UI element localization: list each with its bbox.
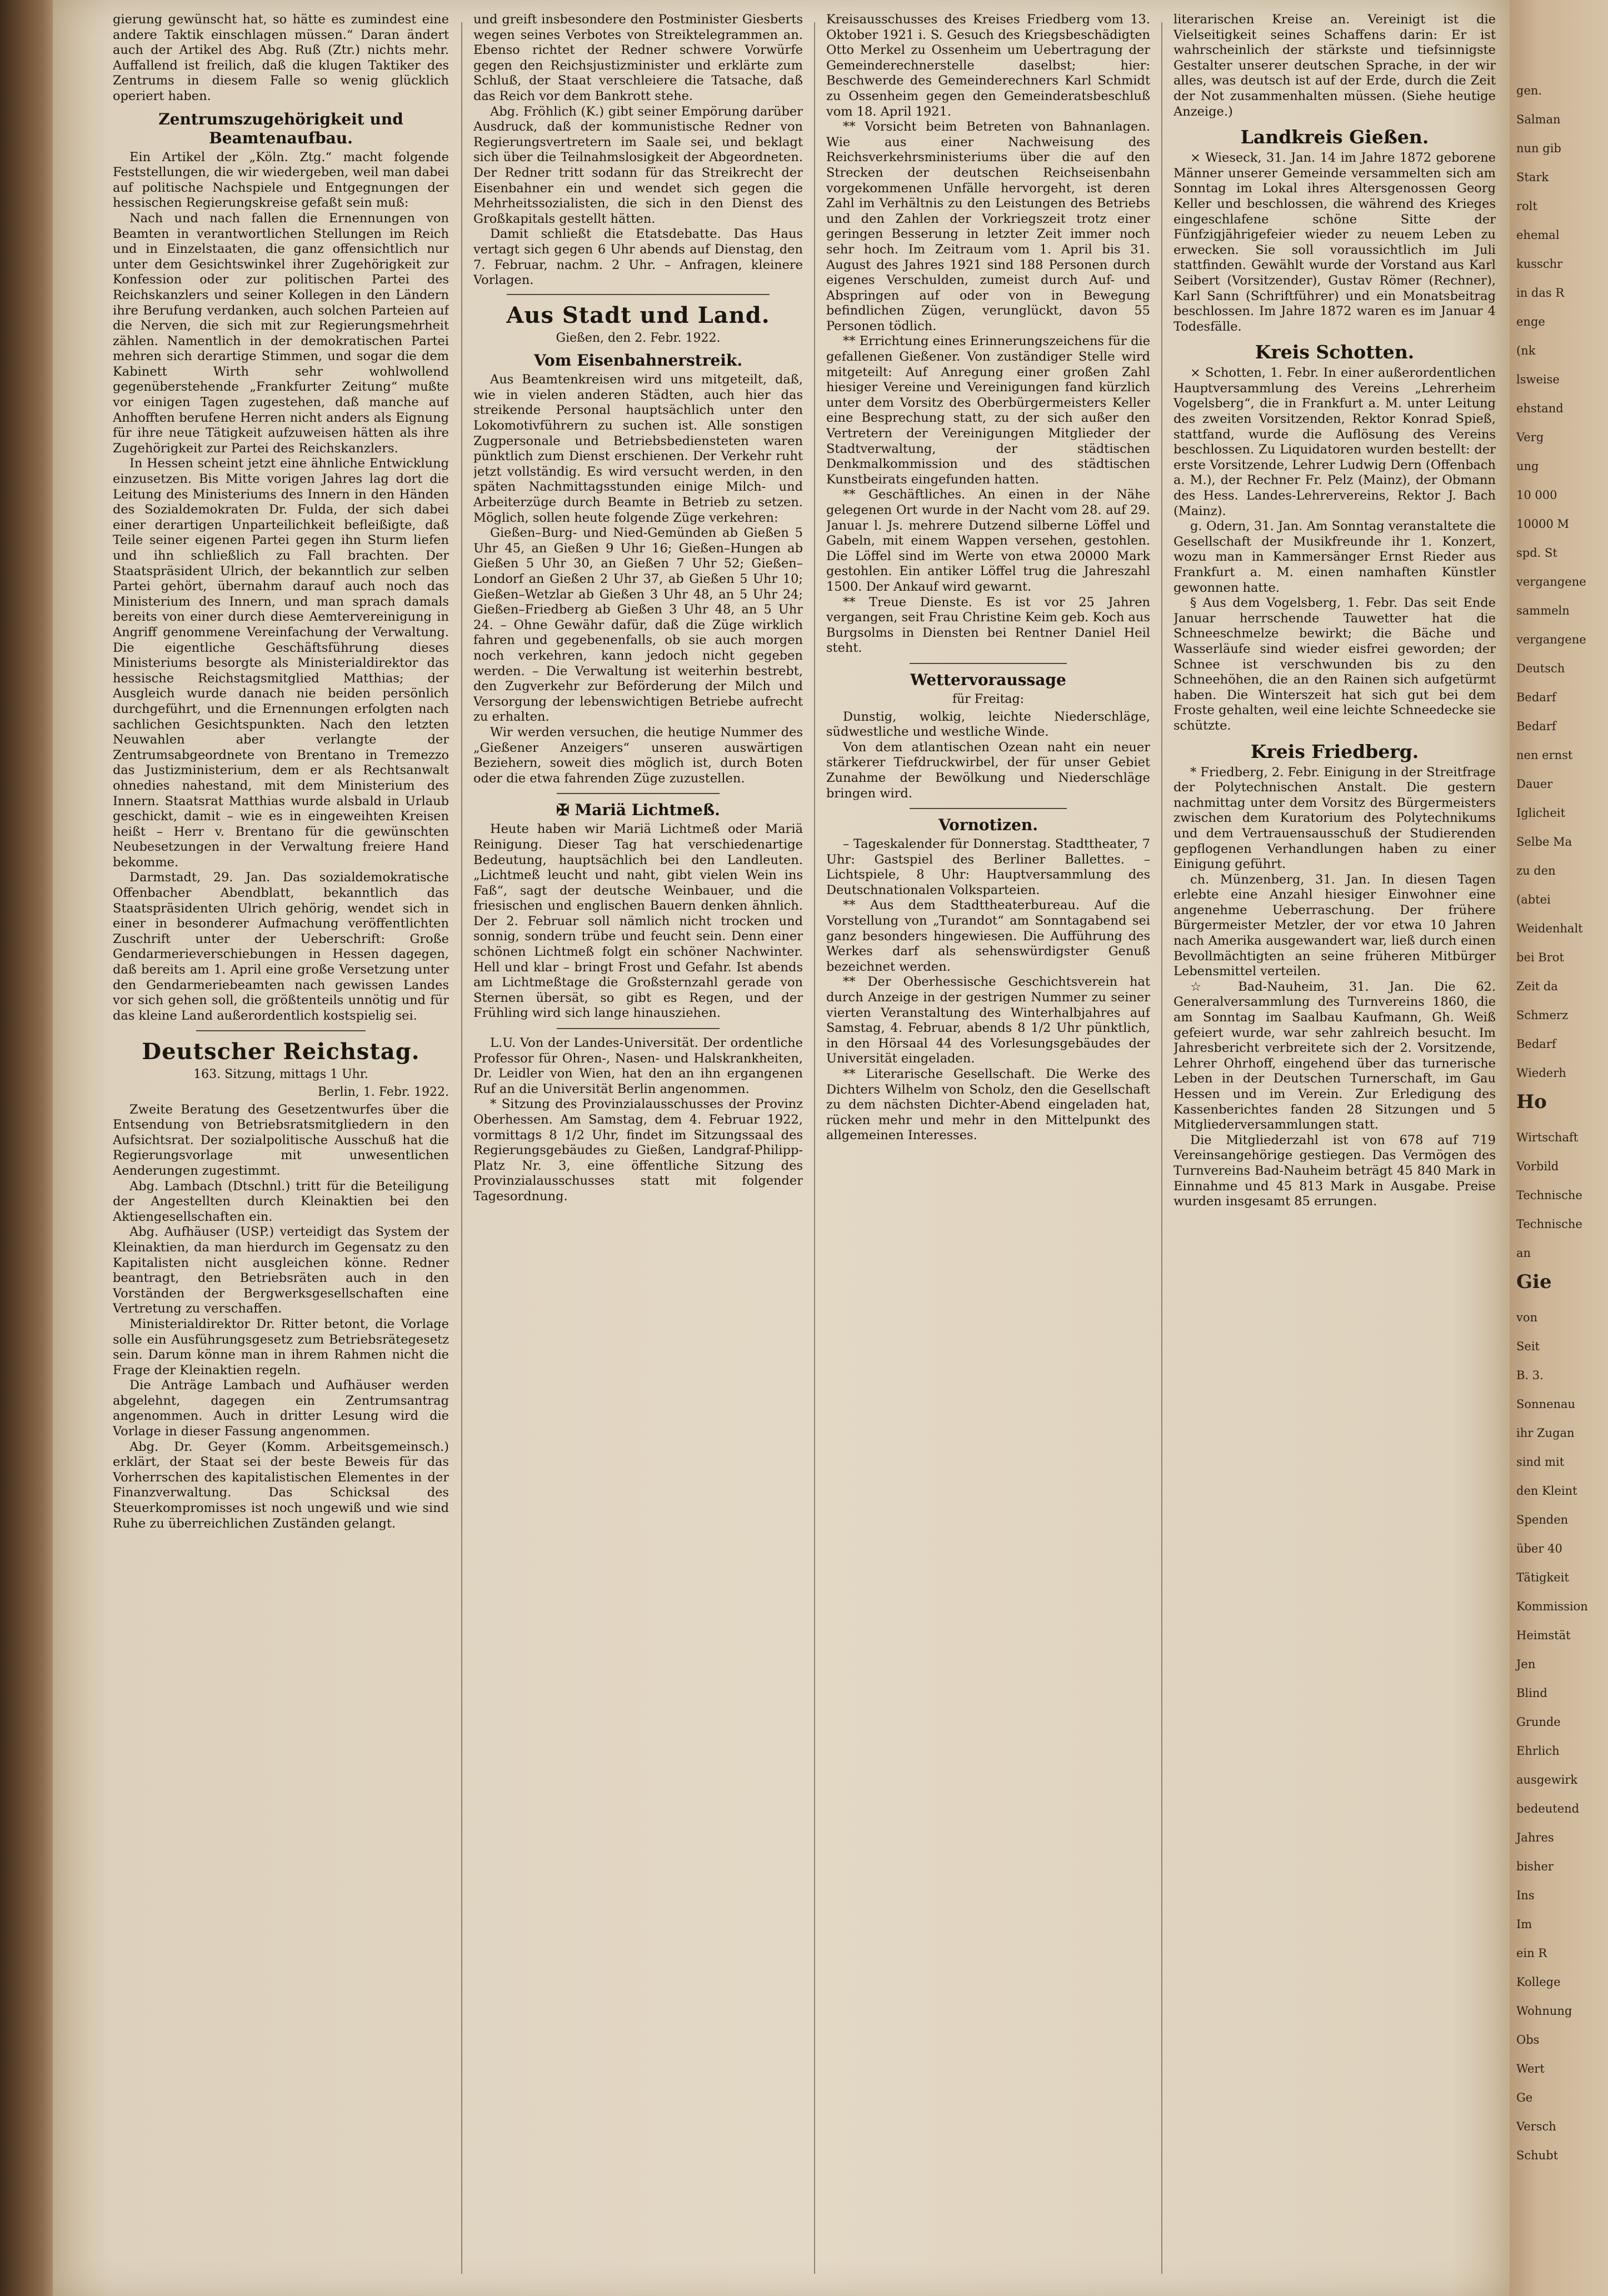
adjacent-page-fragment: sammeln	[1516, 604, 1570, 617]
adjacent-page-fragment: Vorbild	[1516, 1160, 1559, 1173]
adjacent-page-fragment: rolt	[1516, 199, 1537, 213]
headline: Zentrumszugehörigkeit und Beamtenaufbau.	[158, 109, 403, 147]
adjacent-page-fragment: vergangene	[1516, 575, 1586, 588]
section-title-kreis-friedberg: Kreis Friedberg.	[1250, 740, 1419, 762]
adjacent-page-fragment: ihr Zugan	[1516, 1426, 1575, 1440]
article-text: Zweite Beratung des Gesetzentwurfes über die Entsendung von Betriebsratsmitgliedern in den Aufsichtsrat. Der sozialpolitische Ausschuß hat die Regierungsvorlage mit unwesentlichen Aenderungen zugestimmt.	[113, 1102, 449, 1178]
adjacent-page-fragment: ein R	[1516, 1946, 1547, 1960]
article-text: Heute haben wir Mariä Lichtmeß oder Mariä Reinigung. Dieser Tag hat verschiedenartige Bedeutung, hauptsächlich bei den Landleuten. „Lichtmeß leucht und naht, gibt vielen Wein ins Faß“, sagt der deutsche Weinbauer, und die friesischen und englischen Bauern denken ähnlich. Der 2. Februar soll nämlich nicht trocken und sonnig, sondern trübe und feucht sein. Denn einer schönen Lichtmeß folgt ein schöner Nachwinter. Hell und klar – bringt Frost und Gefahr. Ist abends am Lichtmeßtage die Großsternzahl gerade von Sternen übersät, so gibt es Regen, und der Frühling wird sich lange hinausziehen.	[473, 822, 803, 1021]
article-text: ** Der Oberhessische Geschichtsverein hat durch Anzeige in der gestrigen Nummer zu seiner vierten Veranstaltung des Winterhalbjahres auf Samstag, 4. Februar, abends 8 1/2 Uhr pünktlich, in den Hörsaal 44 des Vorlesungsgebäudes der Universität eingeladen.	[826, 975, 1150, 1066]
article-text: × Schotten, 1. Febr. In einer außerordentlichen Hauptversammlung des Vereins „Lehrerheim Vogelsberg“, die in Frankfurt a. M. unter Leitung des zweiten Vorsitzenden, Rektor Konrad Spieß, stattfand, wurde die Auflösung des Vereins beschlossen. Zu Liquidatoren wurden bestellt: der erste Vorsitzende, Lehrer Ludwig Dern (Offenbach a. M.), der Rechner Fr. Pelz (Mainz), der Obmann des Hess. Landes-Lehrervereins, Rektor J. Bach (Mainz).	[1173, 366, 1496, 518]
column-1	[113, 12, 449, 2279]
article-text: Nach und nach fallen die Ernennungen von Beamten in verantwortlichen Stellungen im Reich und in Einzelstaaten, die ganz offensichtlich nur unter dem Gesichtswinkel ihrer Zugehörigkeit zur Konfession oder zur politischen Partei des Reichskanzlers und seiner Kollegen in den Ländern ihre Berufung verdanken, auch solchen Parteien auf die Nerven, die sich mit zur Regierungsmehrheit zählen. Namentlich in der demokratischen Partei mehren sich derartige Stimmen, und sogar die dem Kabinett Wirth sehr wohlwollend gegenüberstehende „Frankfurter Zeitung“ mußte vor einigen Tagen zugestehen, daß manche auf Anhofften berufene Herren nicht anders als Eignung für ihre neue Tätigkeit aufzuweisen hätten als ihre Zugehörigkeit zur Partei des Reichskanzlers.	[113, 211, 449, 456]
adjacent-page-fragment: Spenden	[1516, 1513, 1569, 1526]
column-rule	[814, 22, 815, 2274]
adjacent-page-fragment: (abtei	[1516, 893, 1551, 906]
divider	[557, 793, 720, 794]
adjacent-page-fragment: Im	[1516, 1918, 1532, 1931]
adjacent-page-fragment: Jen	[1516, 1658, 1536, 1671]
column-2	[473, 12, 803, 2279]
adjacent-page-fragment: Iglicheit	[1516, 806, 1566, 820]
article-text: Von dem atlantischen Ozean naht ein neuer stärkerer Tiefdruckwirbel, der für unser Gebiet Zunahme der Bewölkung und Niederschläge bringen wird.	[826, 740, 1150, 801]
article-text: Abg. Lambach (Dtschnl.) tritt für die Beteiligung der Angestellten durch Kleinaktien bei den Aktiengesellschaften ein.	[113, 1179, 449, 1224]
article-text: Ministerialdirektor Dr. Ritter betont, die Vorlage solle ein Ausführungsgesetz zum Betriebsrätegesetz sein. Darum könne man in ihrem Rahmen nicht die Frage der Kleinaktien regeln.	[113, 1316, 449, 1377]
adjacent-page-fragment: ehemal	[1516, 228, 1560, 242]
newspaper-page	[53, 0, 1510, 2296]
article-text: Abg. Fröhlich (K.) gibt seiner Empörung darüber Ausdruck, daß der kommunistische Redner von Regierungsvertretern im Saale sei, und beklagt sich über die Teilnahmslosigkeit der Abgeordneten. Der Redner tritt sodann für das Streikrecht der Eisenbahner ein und wendet sich gegen die Mehrheitssozialisten, die sich in den Dienst des Großkapitals gestellt hätten.	[473, 104, 803, 226]
adjacent-page-fragment: Wirtschaft	[1516, 1131, 1579, 1144]
adjacent-page-fragment: bei Brot	[1516, 951, 1564, 964]
section-title-stadt-und-land: Aus Stadt und Land.	[506, 302, 770, 328]
article-text: Die Anträge Lambach und Aufhäuser werden abgelehnt, dagegen ein Zentrumsantrag angenommen. Auch in dritter Lesung wird die Vorlage in dieser Fassung angenommen.	[113, 1378, 449, 1439]
article-text: – Tageskalender für Donnerstag. Stadttheater, 7 Uhr: Gastspiel des Berliner Ballettes. – Lichtspiele, 8 Uhr: Hauptversammlung des Deutschnationalen Volksparteien.	[826, 837, 1150, 897]
article-text: § Aus dem Vogelsberg, 1. Febr. Das seit Ende Januar herrschende Tauwetter hat die Schneeschmelze bewirkt; die Bäche und Wasserläufe sind wieder eisfrei geworden; der Schnee ist verschwunden bis zu den Schneehöhen, die an den Rainen sich aufgetürmt haben. Die Winterszeit hat sich gut bei dem Froste gehalten, weil eine leichte Schneedecke sie schützte.	[1173, 596, 1496, 733]
section-title-landkreis-giessen: Landkreis Gießen.	[1240, 126, 1429, 148]
article-text: * Friedberg, 2. Febr. Einigung in der Streitfrage der Polytechnischen Anstalt. Die gestern nachmittag unter dem Vorsitz des Bürgermeisters zwischen dem Kuratorium des Polytechnikums und dem Vertrauensausschuß der Studierenden gepflogenen Verhandlungen haben zu einer Einigung geführt.	[1173, 765, 1496, 872]
adjacent-page-fragment: bisher	[1516, 1860, 1554, 1873]
adjacent-page-fragment: Wert	[1516, 2062, 1545, 2075]
adjacent-page-fragment: den Kleint	[1516, 1484, 1577, 1498]
dateline: Berlin, 1. Febr. 1922.	[317, 1085, 449, 1099]
article-text: Abg. Aufhäuser (USP.) verteidigt das System der Kleinaktien, da man hierdurch im Gegensatz zu den Kapitalisten nicht ausgleichen könne. Redner beantragt, den Betriebsräten auch in den Vorständen der Bergwerksgesellschaften eine Vertretung zu verschaffen.	[113, 1225, 449, 1316]
adjacent-page-fragment: Wohnung	[1516, 2004, 1572, 2018]
adjacent-page-fragment: Kommission	[1516, 1600, 1588, 1613]
adjacent-page-fragment: Ho	[1516, 1091, 1547, 1113]
headline: Vom Eisenbahnerstreik.	[533, 351, 743, 370]
article-text: Ein Artikel der „Köln. Ztg.“ macht folgende Feststellungen, die wir wiedergeben, weil man dabei auf politische Nachspiele und Entgegnungen der hessischen Regierungskreise gefaßt sein muß:	[113, 149, 449, 211]
adjacent-page-fragment: Versch	[1516, 2120, 1556, 2133]
adjacent-page-fragment: nen ernst	[1516, 748, 1573, 762]
adjacent-page-fragment: an	[1516, 1246, 1531, 1260]
adjacent-page-fragment: in das R	[1516, 286, 1565, 300]
adjacent-page-fragment: lsweise	[1516, 373, 1560, 386]
adjacent-page-fragment: gen.	[1516, 84, 1542, 97]
article-text: Gießen–Burg- und Nied-Gemünden ab Gießen 5 Uhr 45, an Gießen 9 Uhr 16; Gießen–Hungen ab Gießen 5 Uhr 30, an Gießen 7 Uhr 52; Gießen–Londorf an Gießen 2 Uhr 37, ab Gießen 5 Uhr 10; Gießen–Wetzlar ab Gießen 3 Uhr 48, an 5 Uhr 24; Gießen–Friedberg ab Gießen 3 Uhr 48, an 5 Uhr 24. – Ohne Gewähr dafür, daß die Züge wirklich fahren und gegebenenfalls, ob sie auch morgen noch verkehren, kann jedoch nicht gegeben werden. – Die Verwaltung ist weiterhin bestrebt, den Zugverkehr zur Beförderung der Milch und Versorgung der lebenswichtigen Betriebe aufrecht zu erhalten.	[473, 526, 803, 725]
article-text: * Sitzung des Provinzialausschusses der Provinz Oberhessen. Am Samstag, dem 4. Februar 1922, vormittags 8 1/2 Uhr, findet im Sitzungssaal des Regierungsgebäudes zu Gießen, Landgraf-Philipp-Platz Nr. 3, eine öffentliche Sitzung des Provinzialausschusses statt mit folgender Tagesordnung.	[473, 1097, 803, 1204]
adjacent-page-fragment: 10000 M	[1516, 517, 1569, 531]
article-text: Aus Beamtenkreisen wird uns mitgeteilt, daß, wie in vielen anderen Städten, auch hier das streikende Personal hauptsächlich unter den Lokomotivführern zu suchen ist. Alle sonstigen Zugpersonale und Betriebsbediensteten waren pünktlich zum Dienst erschienen. Der Verkehr ruht jetzt vollständig. Es wird versucht werden, in den späten Nachmittagsstunden einige Milch- und Arbeiterzüge durch Beamte in Betrieb zu setzen. Möglich, sollen heute folgende Züge verkehren:	[473, 372, 803, 525]
article-text: In Hessen scheint jetzt eine ähnliche Entwicklung einzusetzen. Bis Mitte vorigen Jahres lag dort die Leitung des Ministeriums des Innern in den Händen des Sozialdemokraten Dr. Fulda, der sich dabei einer derartigen Unparteilichkeit befleißigte, daß Teile seiner eigenen Partei gegen ihn Sturm liefen und ihn schließlich zu Fall brachten. Der Staatspräsident Ulrich, der bekanntlich zur selben Partei gehört, übernahm darauf auch noch das Ministerium des Innern, und man sprach damals bereits von einer durch diese Aemtervereinigung in Angriff genommene Vereinfachung der Verwaltung. Die eigentliche Geschäftsführung dieses Ministeriums besorgte als Ministerialdirektor das hessische Reichstagsmitglied Matthias; der Ausgleich wurde danach nie beiden persönlich durchgeführt, und die Ernennungen erfolgten nach sachlichen Gesichtspunkten. Nach den letzten Neuwahlen aber verlangte der Zentrumsabgeordnete von Brentano in Tremezzo das Justizministerium, dem er als Rechtsanwalt ohnedies nahestand, mit dem Ministerium des Innern. Staatsrat Matthias wurde alsbald in Urlaub geschickt, damit – wie es in eingeweihten Kreisen heißt – Herr v. Brentano für die gewünschten Neubesetzungen in der Verwaltung freiere Hand bekomme.	[113, 456, 449, 870]
adjacent-page-fragment: von	[1516, 1311, 1538, 1324]
adjacent-page-fragment: Ehrlich	[1516, 1744, 1560, 1758]
article-text: Damit schließt die Etatsdebatte. Das Haus vertagt sich gegen 6 Uhr abends auf Dienstag, den 7. Februar, nachm. 2 Uhr. – Anfragen, kleinere Vorlagen.	[473, 227, 803, 288]
divider	[910, 808, 1067, 809]
divider	[196, 1030, 366, 1031]
adjacent-page-fragment: 10 000	[1516, 488, 1557, 502]
adjacent-page-fragment: Salman	[1516, 113, 1561, 126]
article-text: ch. Münzenberg, 31. Jan. In diesen Tagen erlebte eine Anzahl hiesiger Einwohner eine angenehme Ueberraschung. Der frühere Bürgermeister Metzler, der vor etwa 10 Jahren nach Amerika ausgewandert war, ließ durch einen Bevollmächtigten an seine früheren Mitbürger Lebensmittel verteilen.	[1173, 872, 1496, 979]
article-text: Dunstig, wolkig, leichte Niederschläge, südwestliche und westliche Winde.	[826, 709, 1150, 740]
adjacent-page-fragment: (nk	[1516, 344, 1536, 357]
adjacent-page-fragment: spd. St	[1516, 546, 1557, 560]
adjacent-page-fragment: Ge	[1516, 2091, 1533, 2104]
adjacent-page-fragment: Selbe Ma	[1516, 835, 1572, 848]
article-text: ** Errichtung eines Erinnerungszeichens für die gefallenen Gießener. Von zuständiger Stelle wird mitgeteilt: Auf Anregung einer großen Zahl hiesiger Vereine und Vereinigungen fand kürzlich unter dem Vorsitz des Oberbürgermeisters Keller eine Besprechung statt, zu der sich außer den Vertretern der Vereinigungen Mitglieder der Stadtverwaltung, der städtischen Denkmalkommission und des städtischen Kunstbeirats eingefunden hatten.	[826, 334, 1150, 487]
adjacent-page-fragment: zu den	[1516, 864, 1556, 877]
adjacent-page-fragment: Bedarf	[1516, 691, 1556, 704]
article-text: × Wieseck, 31. Jan. 14 im Jahre 1872 geborene Männer unserer Gemeinde versammelten sich am Sonntag im Lokal ihres Altersgenossen Georg Keller und beschlossen, die während des Krieges eingeschlafene schöne Sitte der Fünfzigjährigefeier wieder zu neuem Leben zu erwecken. Sie soll voraussichtlich im Juli stattfinden. Gewählt wurde der Vorstand aus Karl Seibert (Vorsitzender), Gustav Römer (Rechner), Karl Sann (Schriftführer) und ein Monatsbeitrag beschlossen. Im Jahre 1872 waren es im Januar 4 Todesfälle.	[1173, 151, 1496, 334]
adjacent-page-fragment: Zeit da	[1516, 980, 1558, 993]
article-text: Abg. Dr. Geyer (Komm. Arbeitsgemeinsch.) erklärt, der Staat sei der beste Beweis für das Vorherrschen des kapitalistischen Elementes in der Finanzverwaltung. Das Schicksal des Steuerkompromisses ist noch ungewiß und wie sind Ruhe zu überreichlichen Zuständen gelangt.	[113, 1439, 449, 1531]
article-text: Wir werden versuchen, die heutige Nummer des „Gießener Anzeigers“ unseren auswärtigen Beziehern, soweit dies möglich ist, durch Boten oder die etwa fahrenden Züge zuzustellen.	[473, 725, 803, 786]
book-binding	[0, 0, 53, 2296]
adjacent-page-fragment: Dauer	[1516, 777, 1553, 791]
adjacent-page-fragment: nun gib	[1516, 142, 1561, 155]
adjacent-page-fragment: enge	[1516, 315, 1545, 328]
adjacent-page-fragment: ehstand	[1516, 402, 1564, 415]
adjacent-page-fragment: Jahres	[1516, 1831, 1554, 1844]
adjacent-page-fragment: bedeutend	[1516, 1802, 1580, 1815]
article-text: ** Vorsicht beim Betreten von Bahnanlagen. Wie aus einer Nachweisung des Reichsverkehrsministeriums über die auf den Strecken der deutschen Reichseisenbahn vorgekommenen Unfälle hervorgeht, ist deren Zahl im Verhältnis zu den Leistungen des Betriebs und den Zahlen der Vorkriegszeit trotz einer geringen Besserung in letzter Zeit immer noch sehr hoch. Im Zeitraum vom 1. April bis 31. August des Jahres 1921 sind 188 Personen durch eigenes Verschulden, zumeist durch Auf- und Abspringen auf oder von in Bewegung befindlichen Zügen, verunglückt, davon 55 Personen tödlich.	[826, 119, 1150, 333]
headline: Vornotizen.	[938, 816, 1038, 835]
column-3	[826, 12, 1150, 2279]
adjacent-page-fragment: Deutsch	[1516, 662, 1565, 675]
section-title-reichstag: Deutscher Reichstag.	[142, 1039, 420, 1065]
adjacent-page-fragment: Schubt	[1516, 2149, 1559, 2162]
adjacent-page-fragment: Grunde	[1516, 1715, 1561, 1729]
adjacent-page-fragment: kusschr	[1516, 257, 1563, 271]
session-line: 163. Sitzung, mittags 1 Uhr.	[193, 1067, 368, 1082]
column-rule	[1161, 22, 1162, 2274]
adjacent-page-fragment: Bedarf	[1516, 1037, 1556, 1051]
adjacent-page-fragment: über 40	[1516, 1542, 1562, 1555]
adjacent-page-fragment: Verg	[1516, 431, 1544, 444]
adjacent-page-fragment: vergangene	[1516, 633, 1586, 646]
dateline: Gießen, den 2. Febr. 1922.	[556, 331, 721, 345]
adjacent-page-edge	[1510, 0, 1608, 2296]
adjacent-page-fragment: Kollege	[1516, 1975, 1561, 1989]
adjacent-page-fragment: Obs	[1516, 2033, 1540, 2047]
article-text: ** Geschäftliches. An einen in der Nähe gelegenen Ort wurde in der Nacht vom 28. auf 29. Januar l. Js. mehrere Dutzend silberne Löffel und Gabeln, mit einem Wappen versehen, gestohlen. Die Löffel sind im Werte von etwa 20000 Mark gestohlen. Ein antiker Löffel trug die Jahreszahl 1500. Der Ankauf wird gewarnt.	[826, 487, 1150, 594]
headline: Wettervoraussage	[910, 670, 1066, 689]
adjacent-page-fragment: Stark	[1516, 171, 1549, 184]
article-text: ☆ Bad-Nauheim, 31. Jan. Die 62. Generalversammlung des Turnvereins 1860, die am Sonntag im Saalbau Kaufmann, Gh. Weiß gefeiert wurde, war sehr zahlreich besucht. Im Jahresbericht verbreitete sich der 2. Vorsitzende, Lehrer Ohrhoff, eingehend über das turnerische Leben in der Deutschen Turnerschaft, im Gau Hessen und im Verein. Zur Erledigung des Kassenberichtes fanden 28 Sitzungen und 5 Mitgliederversammlungen statt.	[1173, 979, 1496, 1132]
divider	[910, 663, 1067, 664]
column-rule	[461, 22, 462, 2274]
adjacent-page-fragment: Ins	[1516, 1889, 1535, 1902]
article-text: gierung gewünscht hat, so hätte es zumindest eine andere Taktik einschlagen müssen.“ Daran ändert auch der Artikel des Abg. Ruß (Ztr.) nichts mehr. Auffallend ist freilich, daß die klugen Taktiker des Zentrums in diesem Falle so wenig glücklich operiert haben.	[113, 12, 449, 103]
adjacent-page-fragment: Wiederh	[1516, 1066, 1566, 1080]
article-text: ** Aus dem Stadttheaterbureau. Auf die Vorstellung von „Turandot“ am Sonntagabend sei ganz besonders hingewiesen. Die Aufführung des Werkes darf als sehenswürdigster Genuß bezeichnet werden.	[826, 898, 1150, 974]
article-text: Kreisausschusses des Kreises Friedberg vom 13. Oktober 1921 i. S. Gesuch des Kriegsbeschädigten Otto Merkel zu Ossenheim um Uebertragung der Gemeinderechnerstelle daselbst; hier: Beschwerde des Gemeinderechners Karl Schmidt zu Ossenheim gegen den Gemeinderatsbeschluß vom 18. April 1921.	[826, 12, 1150, 119]
adjacent-page-fragment: Blind	[1516, 1686, 1547, 1700]
article-text: ** Literarische Gesellschaft. Die Werke des Dichters Wilhelm von Scholz, den die Gesellschaft zu dem nächsten Dichter-Abend eingeladen hat, rücken mehr und mehr in den Mittelpunkt des allgemeinen Interesses.	[826, 1067, 1150, 1143]
article-text: und greift insbesondere den Postminister Giesberts wegen seines Verbotes von Streiktelegrammen an. Ebenso richtet der Redner schwere Vorwürfe gegen den Reichsjustizminister und erklärte zum Schluß, der Staat verschleiere die Tatsache, daß das Reich vor dem Bankrott stehe.	[473, 12, 803, 103]
adjacent-page-fragment: ung	[1516, 460, 1539, 473]
subheadline: für Freitag:	[952, 692, 1025, 706]
article-text: literarischen Kreise an. Vereinigt ist die Vielseitigkeit seines Schaffens darin: Er ist wahrscheinlich der stärkste und tiefsinnigste Gestalter unserer deutschen Sprache, in der wir alles, was deutsch ist auf der Erde, durch die Zeit der Not zusammenhalten müssen. (Siehe heutige Anzeige.)	[1173, 12, 1496, 119]
article-text: Darmstadt, 29. Jan. Das sozialdemokratische Offenbacher Abendblatt, bekanntlich das Staatspräsidenten Ulrich gehörig, wendet sich in einer in besonderer Aufmachung veröffentlichten Zuschrift unter der Ueberschrift: Große Gendarmerieverschiebungen in Hessen dagegen, daß bereits am 1. April eine große Versetzung unter den Gendarmeriebeamten nach gewissen Landes vor sich gehen soll, die größtenteils unnötig und für das kleine Land außerordentlich kostspielig sei.	[113, 870, 449, 1023]
article-text: g. Odern, 31. Jan. Am Sonntag veranstaltete die Gesellschaft der Musikfreunde ihr 1. Konzert, wozu man in Kammersänger Ernst Rieder aus Frankfurt a. M. einen namhaften Künstler gewonnen hatte.	[1173, 519, 1496, 595]
adjacent-page-fragment: Sonnenau	[1516, 1397, 1576, 1411]
adjacent-page-fragment: Technische	[1516, 1189, 1582, 1202]
headline: ✠ Mariä Lichtmeß.	[556, 801, 720, 820]
adjacent-page-fragment: B. 3.	[1516, 1369, 1544, 1382]
section-title-kreis-schotten: Kreis Schotten.	[1255, 341, 1415, 363]
divider	[507, 294, 770, 295]
article-text: L.U. Von der Landes-Universität. Der ordentliche Professor für Ohren-, Nasen- und Halskrankheiten, Dr. Leidler von Wien, hat den an ihn ergangenen Ruf an die Universität Berlin angenommen.	[473, 1036, 803, 1096]
adjacent-page-fragment: Gie	[1516, 1271, 1552, 1293]
adjacent-page-fragment: ausgewirk	[1516, 1773, 1578, 1786]
adjacent-page-fragment: Seit	[1516, 1340, 1540, 1353]
adjacent-page-fragment: Weidenhalt	[1516, 922, 1583, 935]
adjacent-page-fragment: Schmerz	[1516, 1009, 1569, 1022]
adjacent-page-fragment: Technische	[1516, 1217, 1582, 1231]
divider	[557, 1028, 720, 1029]
adjacent-page-fragment: Bedarf	[1516, 720, 1556, 733]
adjacent-page-fragment: sind mit	[1516, 1455, 1565, 1469]
adjacent-page-fragment: Tätigkeit	[1516, 1571, 1569, 1584]
article-text: Die Mitgliederzahl ist von 678 auf 719 Vereinsangehörige gestiegen. Das Vermögen des Turnvereins Bad-Nauheim beträgt 45 840 Mark in Einnahme und 45 813 Mark in Ausgabe. Preise wurden insgesamt 85 errungen.	[1173, 1132, 1496, 1209]
article-text: ** Treue Dienste. Es ist vor 25 Jahren vergangen, seit Frau Christine Keim geb. Koch aus Burgsolms in Diensten bei Rentner Daniel Heil steht.	[826, 595, 1150, 656]
adjacent-page-fragment: Heimstät	[1516, 1629, 1571, 1642]
column-4	[1173, 12, 1496, 2279]
